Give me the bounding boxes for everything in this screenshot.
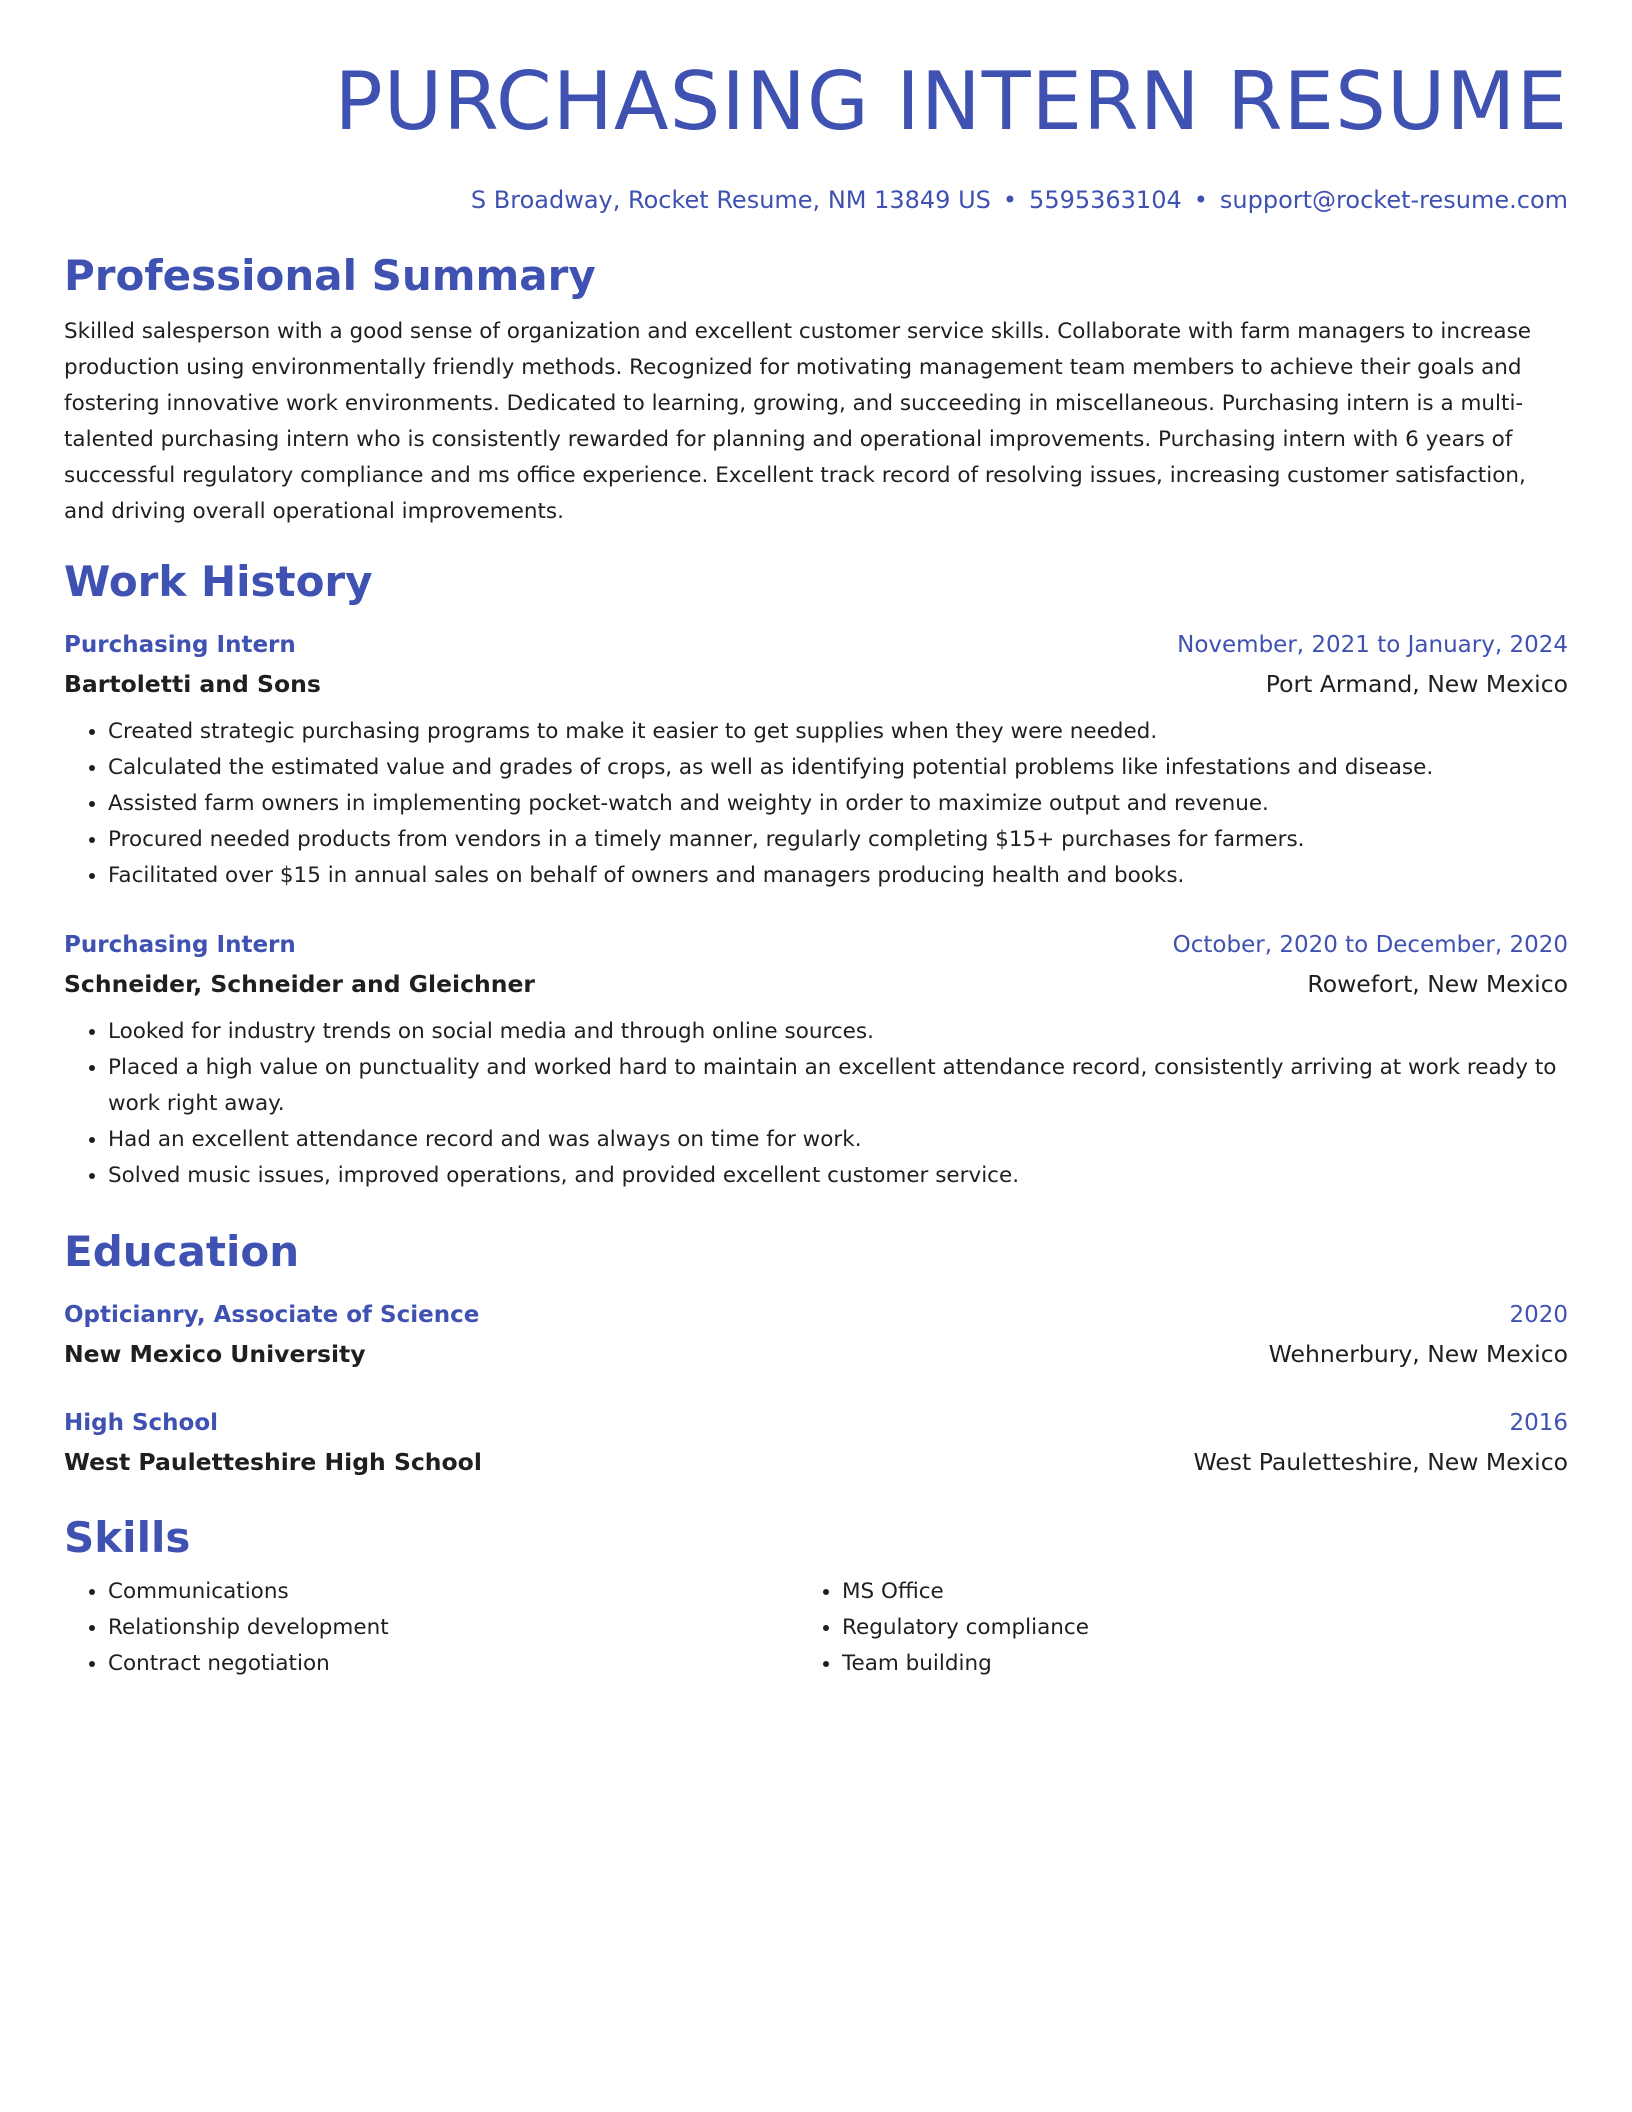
education-year: 2016 [1509,1410,1568,1436]
contact-phone: 5595363104 [1029,186,1182,214]
job-bullets [64,714,1568,894]
education-entry [64,1404,1568,1482]
skills-heading: Skills [64,1513,191,1562]
education-location: Wehnerbury, New Mexico [1268,1340,1568,1368]
summary-heading: Professional Summary [64,251,596,300]
list-item: • Looked for industry trends on social media and through online sources. [108,1014,1568,1050]
job-company: Schneider, Schneider and Gleichner [64,970,535,998]
job-bullets [64,1014,1568,1194]
education-year: 2020 [1509,1302,1568,1328]
job-location: Port Armand, New Mexico [1265,670,1568,698]
work-history-heading: Work History [64,557,373,606]
contact-separator: • [1193,186,1208,214]
education-degree: High School [64,1410,219,1436]
list-item: • Had an excellent attendance record and was always on time for work. [108,1122,1568,1158]
summary-text: Skilled salesperson with a good sense of organization and excellent customer service skills. Collaborate with farm managers to increase production using environmentally friendly methods. Recognized for motivating management team members to achieve their goals and fostering innovative work environments. Dedicated to learning, growing, and succeeding in miscellaneous. Purchasing intern is a multi-talented purchasing intern who is consistently rewarded for planning and operational improvements. Purchasing intern with 6 years of successful regulatory compliance and ms office experience. Excellent track record of resolving issues, increasing customer satisfaction, and driving overall operational improvements. [64,319,1532,524]
skills-section [64,1510,1568,1682]
job-role: Purchasing Intern [64,932,296,958]
job-location: Rowefort, New Mexico [1307,970,1568,998]
job-role: Purchasing Intern [64,632,296,658]
job-dates: November, 2021 to January, 2024 [1177,632,1568,658]
list-item: • Placed a high value on punctuality and worked hard to maintain an excellent attendance record, consistently arriving at work ready to work right away. [108,1050,1568,1122]
education-heading: Education [64,1227,300,1276]
education-section [64,1224,1568,1482]
skill-item: • Relationship development [108,1610,798,1646]
resume-title: PURCHASING INTERN RESUME [334,55,1568,148]
contact-line [64,184,1568,216]
education-entry [64,1296,1568,1374]
skill-item: • Regulatory compliance [842,1610,1532,1646]
skills-list-right [798,1574,1532,1682]
list-item: • Created strategic purchasing programs to make it easier to get supplies when they were needed. [108,714,1568,750]
education-school: West Pauletteshire High School [64,1448,482,1476]
list-item: • Assisted farm owners in implementing pocket-watch and weighty in order to maximize output and revenue. [108,786,1568,822]
list-item: • Solved music issues, improved operations, and provided excellent customer service. [108,1158,1568,1194]
skill-item: • Communications [108,1574,798,1610]
job-entry [64,626,1568,894]
contact-separator: • [1002,186,1018,214]
education-degree: Opticianry, Associate of Science [64,1302,480,1328]
education-location: West Pauletteshire, New Mexico [1193,1448,1568,1476]
contact-address: S Broadway, Rocket Resume, NM 13849 US [470,186,991,214]
skill-item: • Contract negotiation [108,1646,798,1682]
contact-email[interactable]: support@rocket-resume.com [1219,186,1568,214]
list-item: • Facilitated over $15 in annual sales on behalf of owners and managers producing health and books. [108,858,1568,894]
skills-list-left [64,1574,798,1682]
skill-item: • Team building [842,1646,1532,1682]
resume-header [64,0,1568,216]
job-company: Bartoletti and Sons [64,670,321,698]
job-entry [64,926,1568,1194]
job-dates: October, 2020 to December, 2020 [1172,932,1568,958]
list-item: • Calculated the estimated value and grades of crops, as well as identifying potential problems like infestations and disease. [108,750,1568,786]
education-school: New Mexico University [64,1340,366,1368]
work-history-section [64,554,1568,1194]
summary-section [64,248,1568,530]
list-item: • Procured needed products from vendors in a timely manner, regularly completing $15+ purchases for farmers. [108,822,1568,858]
skills-columns [64,1574,1568,1682]
skill-item: • MS Office [842,1574,1532,1610]
